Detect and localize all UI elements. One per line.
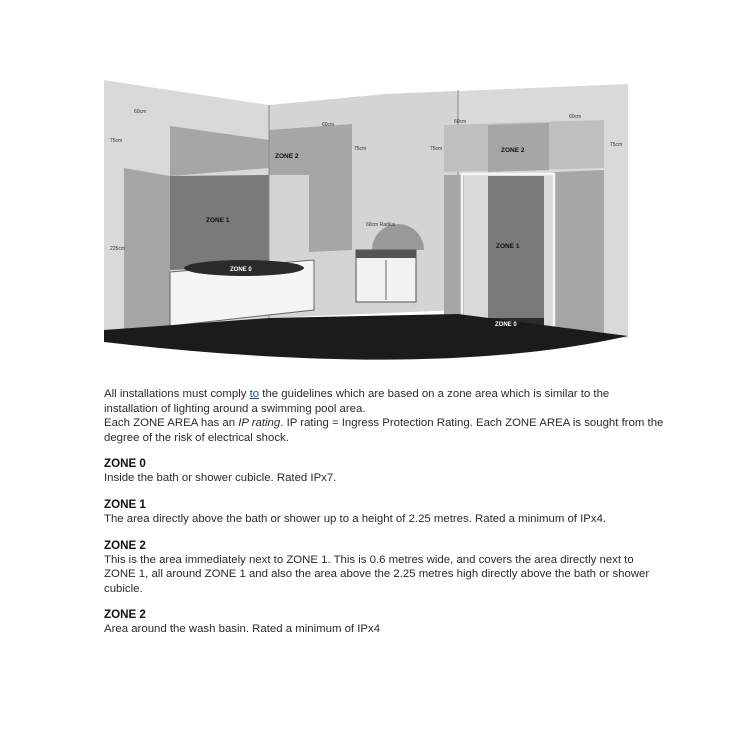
- zone2-back-area: [269, 124, 352, 175]
- zone1-body: The area directly above the bath or shower up to a height of 2.25 metres. Rated a minimum of IPx4.: [104, 512, 607, 525]
- zone2-back-right-band: [309, 175, 352, 252]
- zone2-body: This is the area immediately next to ZONE 1. This is 0.6 metres wide, and covers the area directly next to ZONE 1, all around ZONE 1 and also the area above the 2.25 metres high directly above the bath or shower cubicle.: [104, 553, 650, 595]
- zone1-left-label: ZONE 1: [206, 217, 230, 224]
- zone0-section: [104, 456, 664, 486]
- zone2-left-area: [124, 168, 170, 334]
- zone2-right-label: ZONE 2: [501, 147, 525, 154]
- zone2-basin-heading: ZONE 2: [104, 608, 146, 622]
- zone2-left-label: ZONE 2: [275, 153, 299, 160]
- zone2-right-side: [554, 170, 604, 335]
- zone0-shower-label: ZONE 0: [495, 322, 517, 328]
- zone1-heading: ZONE 1: [104, 497, 146, 511]
- zone2-basin-body: Area around the wash basin. Rated a minimum of IPx4: [104, 623, 381, 636]
- dim-top-right: 60cm: [569, 114, 582, 120]
- basin-radius-label: 60cm Radius: [366, 222, 396, 228]
- zone1-section: [104, 497, 664, 527]
- zone-description: [104, 387, 664, 637]
- dim-top-mid-right: 60cm: [454, 119, 467, 125]
- bathroom-zones-diagram: [104, 80, 628, 368]
- zone0-bath-label: ZONE 0: [230, 267, 252, 273]
- dim-side-center: 75cm: [354, 146, 367, 152]
- link-to[interactable]: to: [249, 388, 260, 400]
- zone0-body: Inside the bath or shower cubicle. Rated IPx7.: [104, 472, 337, 485]
- zone2-basin-section: [104, 607, 664, 637]
- zone2-section: [104, 538, 664, 597]
- zone2-heading: ZONE 2: [104, 538, 146, 552]
- zone1-right-label: ZONE 1: [496, 243, 520, 250]
- dim-top-center: 60cm: [322, 122, 335, 128]
- dim-side-right: 75cm: [610, 142, 623, 148]
- dim-side-left-lower: 225cm: [110, 246, 126, 252]
- dim-side-mid-right: 75cm: [430, 146, 443, 152]
- zone0-heading: ZONE 0: [104, 457, 146, 471]
- dim-side-left-upper: 75cm: [110, 138, 123, 144]
- dim-top-left: 60cm: [134, 109, 147, 115]
- intro-paragraph-2: Each ZONE AREA has an IP rating. IP rating = Ingress Protection Rating. Each ZONE AREA is sought from the degree of the risk of electrical shock.: [104, 417, 664, 444]
- intro-paragraph-1: All installations must comply to the guidelines which are based on a zone area which is similar to the installation of lighting around a swimming pool area.: [104, 388, 610, 415]
